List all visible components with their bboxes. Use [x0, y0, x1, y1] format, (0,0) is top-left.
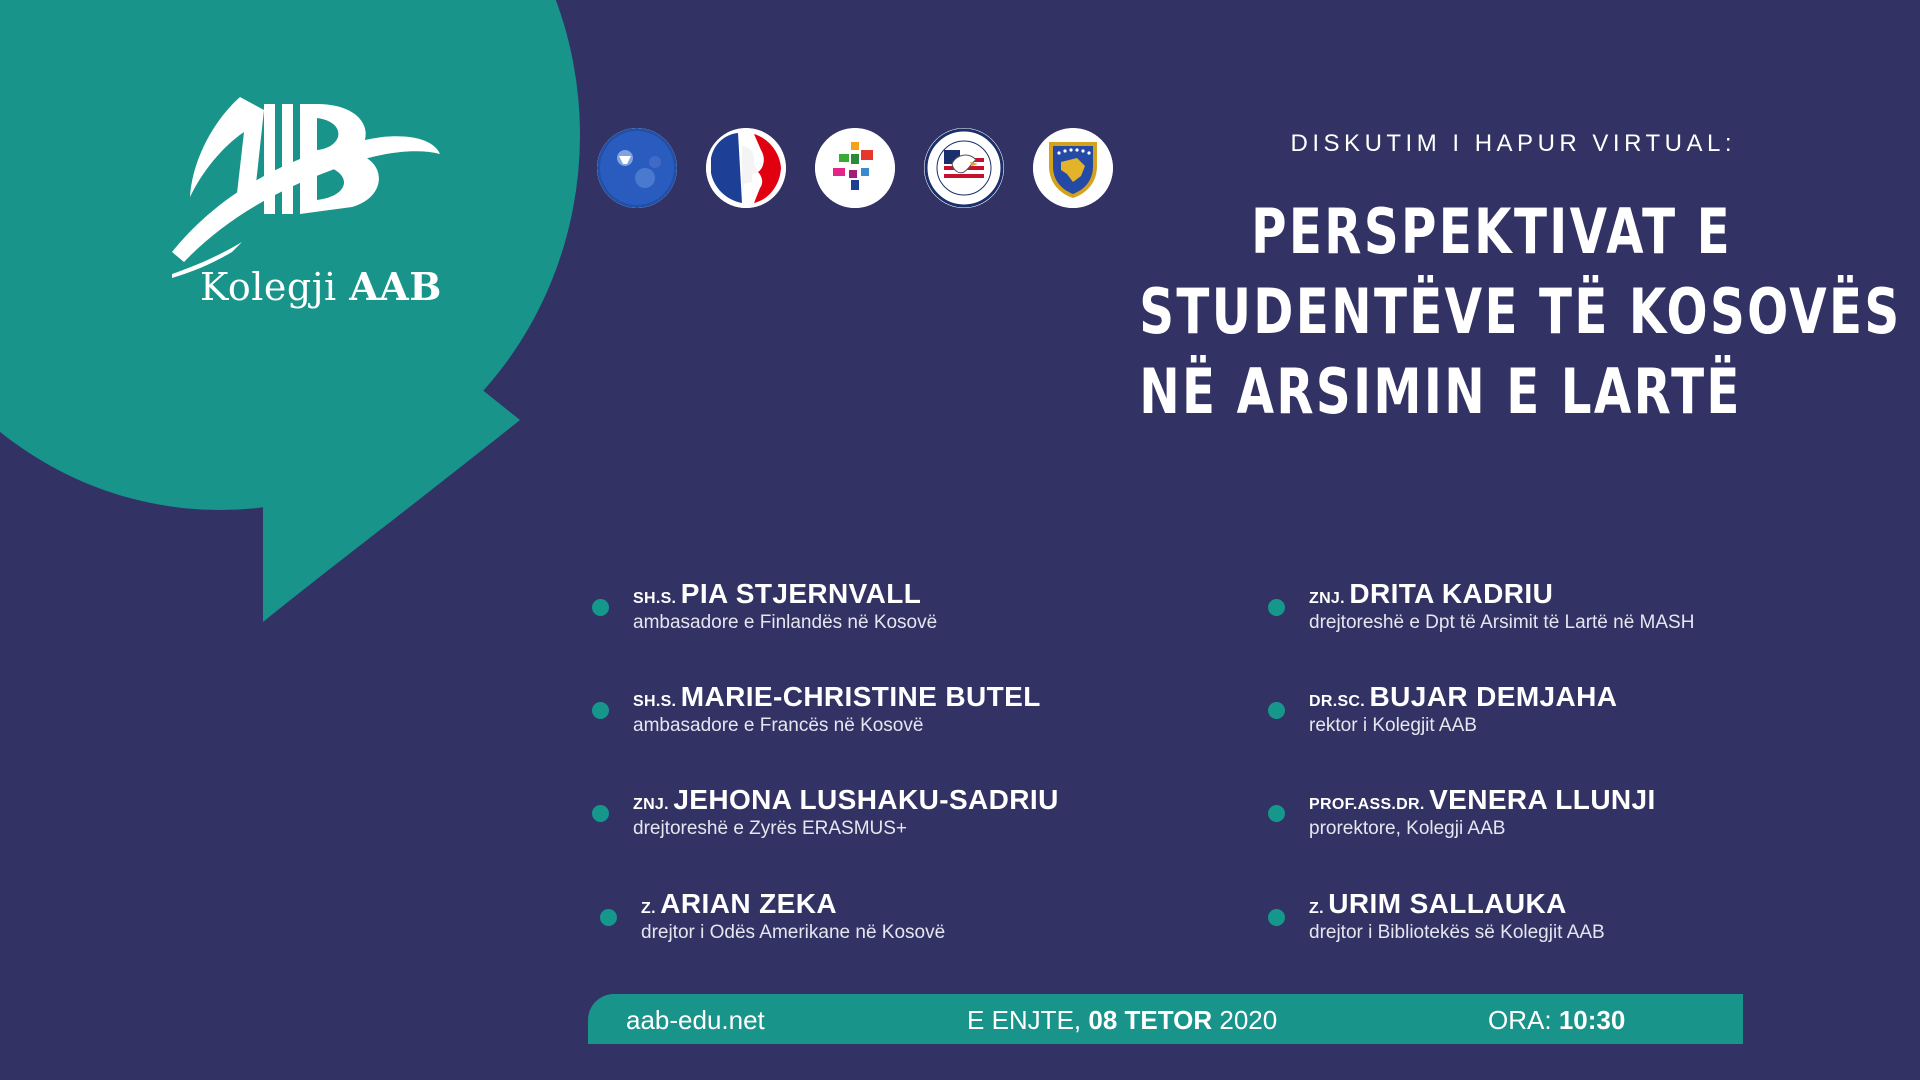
speaker-name-line: [1309, 888, 1567, 920]
bullet-dot: [1268, 702, 1285, 719]
speaker-name-line: [1309, 784, 1656, 816]
speaker-name-line: [633, 681, 1041, 713]
american-chamber-of-commerce-icon: [924, 128, 1004, 208]
speaker-name-line: [1309, 681, 1617, 713]
france-marianne-icon: [706, 128, 786, 208]
speaker-name: URIM SALLAUKA: [1328, 888, 1567, 919]
partner-logos: [597, 128, 1113, 208]
event-date: E ENJTE, 08 TETOR 2020: [967, 1005, 1278, 1035]
speaker-name: JEHONA LUSHAKU-SADRIU: [673, 784, 1059, 815]
speaker-role: drejtoreshë e Zyrës ERASMUS+: [633, 818, 908, 839]
event-title-line: NË ARSIMIN E LARTË: [1139, 355, 1742, 428]
speaker-role: drejtor i Bibliotekës së Kolegjit AAB: [1309, 922, 1605, 943]
event-info-bar: [588, 994, 1743, 1044]
speaker-role: ambasadore e Finlandës në Kosovë: [633, 612, 938, 633]
website-link[interactable]: aab-edu.net: [626, 1005, 765, 1035]
erasmus-plus-icon: [815, 128, 895, 208]
speaker-honorific: Z.: [641, 900, 656, 917]
bullet-dot: [1268, 599, 1285, 616]
speaker-honorific: SH.S.: [633, 693, 677, 710]
speaker-name: PIA STJERNVALL: [680, 578, 922, 609]
speaker-name: MARIE-CHRISTINE BUTEL: [680, 681, 1041, 712]
speaker-name-line: [1309, 578, 1553, 610]
speaker-role: drejtoreshë e Dpt të Arsimit të Lartë në MASH: [1309, 612, 1695, 633]
event-subtitle: DISKUTIM I HAPUR VIRTUAL:: [1290, 130, 1736, 157]
bullet-dot: [600, 909, 617, 926]
bullet-dot: [592, 805, 609, 822]
bullet-dot: [1268, 909, 1285, 926]
speaker-list: [588, 578, 1748, 948]
speaker-honorific: ZNJ.: [633, 796, 669, 813]
speaker-name-line: [633, 578, 921, 610]
speaker-honorific: ZNJ.: [1309, 590, 1345, 607]
speaker-role: prorektore, Kolegji AAB: [1309, 818, 1506, 839]
kosovo-coat-of-arms-icon: [1033, 128, 1113, 208]
speaker-name: DRITA KADRIU: [1349, 578, 1554, 609]
speaker-honorific: DR.SC.: [1309, 693, 1366, 710]
finland-embassy-emblem-icon: [597, 128, 677, 208]
event-title-line: PERSPEKTIVAT E: [1251, 195, 1732, 268]
speaker-honorific: Z.: [1309, 900, 1324, 917]
bullet-dot: [592, 599, 609, 616]
speaker-name: VENERA LLUNJI: [1429, 784, 1656, 815]
event-time: ORA: 10:30: [1488, 1005, 1626, 1035]
speaker-name-line: [641, 888, 837, 920]
speaker-role: rektor i Kolegjit AAB: [1309, 715, 1477, 736]
speaker-name: ARIAN ZEKA: [660, 888, 837, 919]
speaker-role: drejtor i Odës Amerikane në Kosovë: [641, 922, 946, 943]
event-title: [1139, 192, 1902, 432]
speaker-honorific: SH.S.: [633, 590, 677, 607]
speaker-role: ambasadore e Francës në Kosovë: [633, 715, 924, 736]
logo-wordmark: Kolegji AAB: [200, 264, 442, 309]
event-title-line: STUDENTËVE TË KOSOVËS: [1139, 275, 1902, 348]
bullet-dot: [1268, 805, 1285, 822]
bullet-dot: [592, 702, 609, 719]
speaker-honorific: PROF.ASS.DR.: [1309, 796, 1425, 813]
speaker-name-line: [633, 784, 1059, 816]
speaker-name: BUJAR DEMJAHA: [1369, 681, 1618, 712]
